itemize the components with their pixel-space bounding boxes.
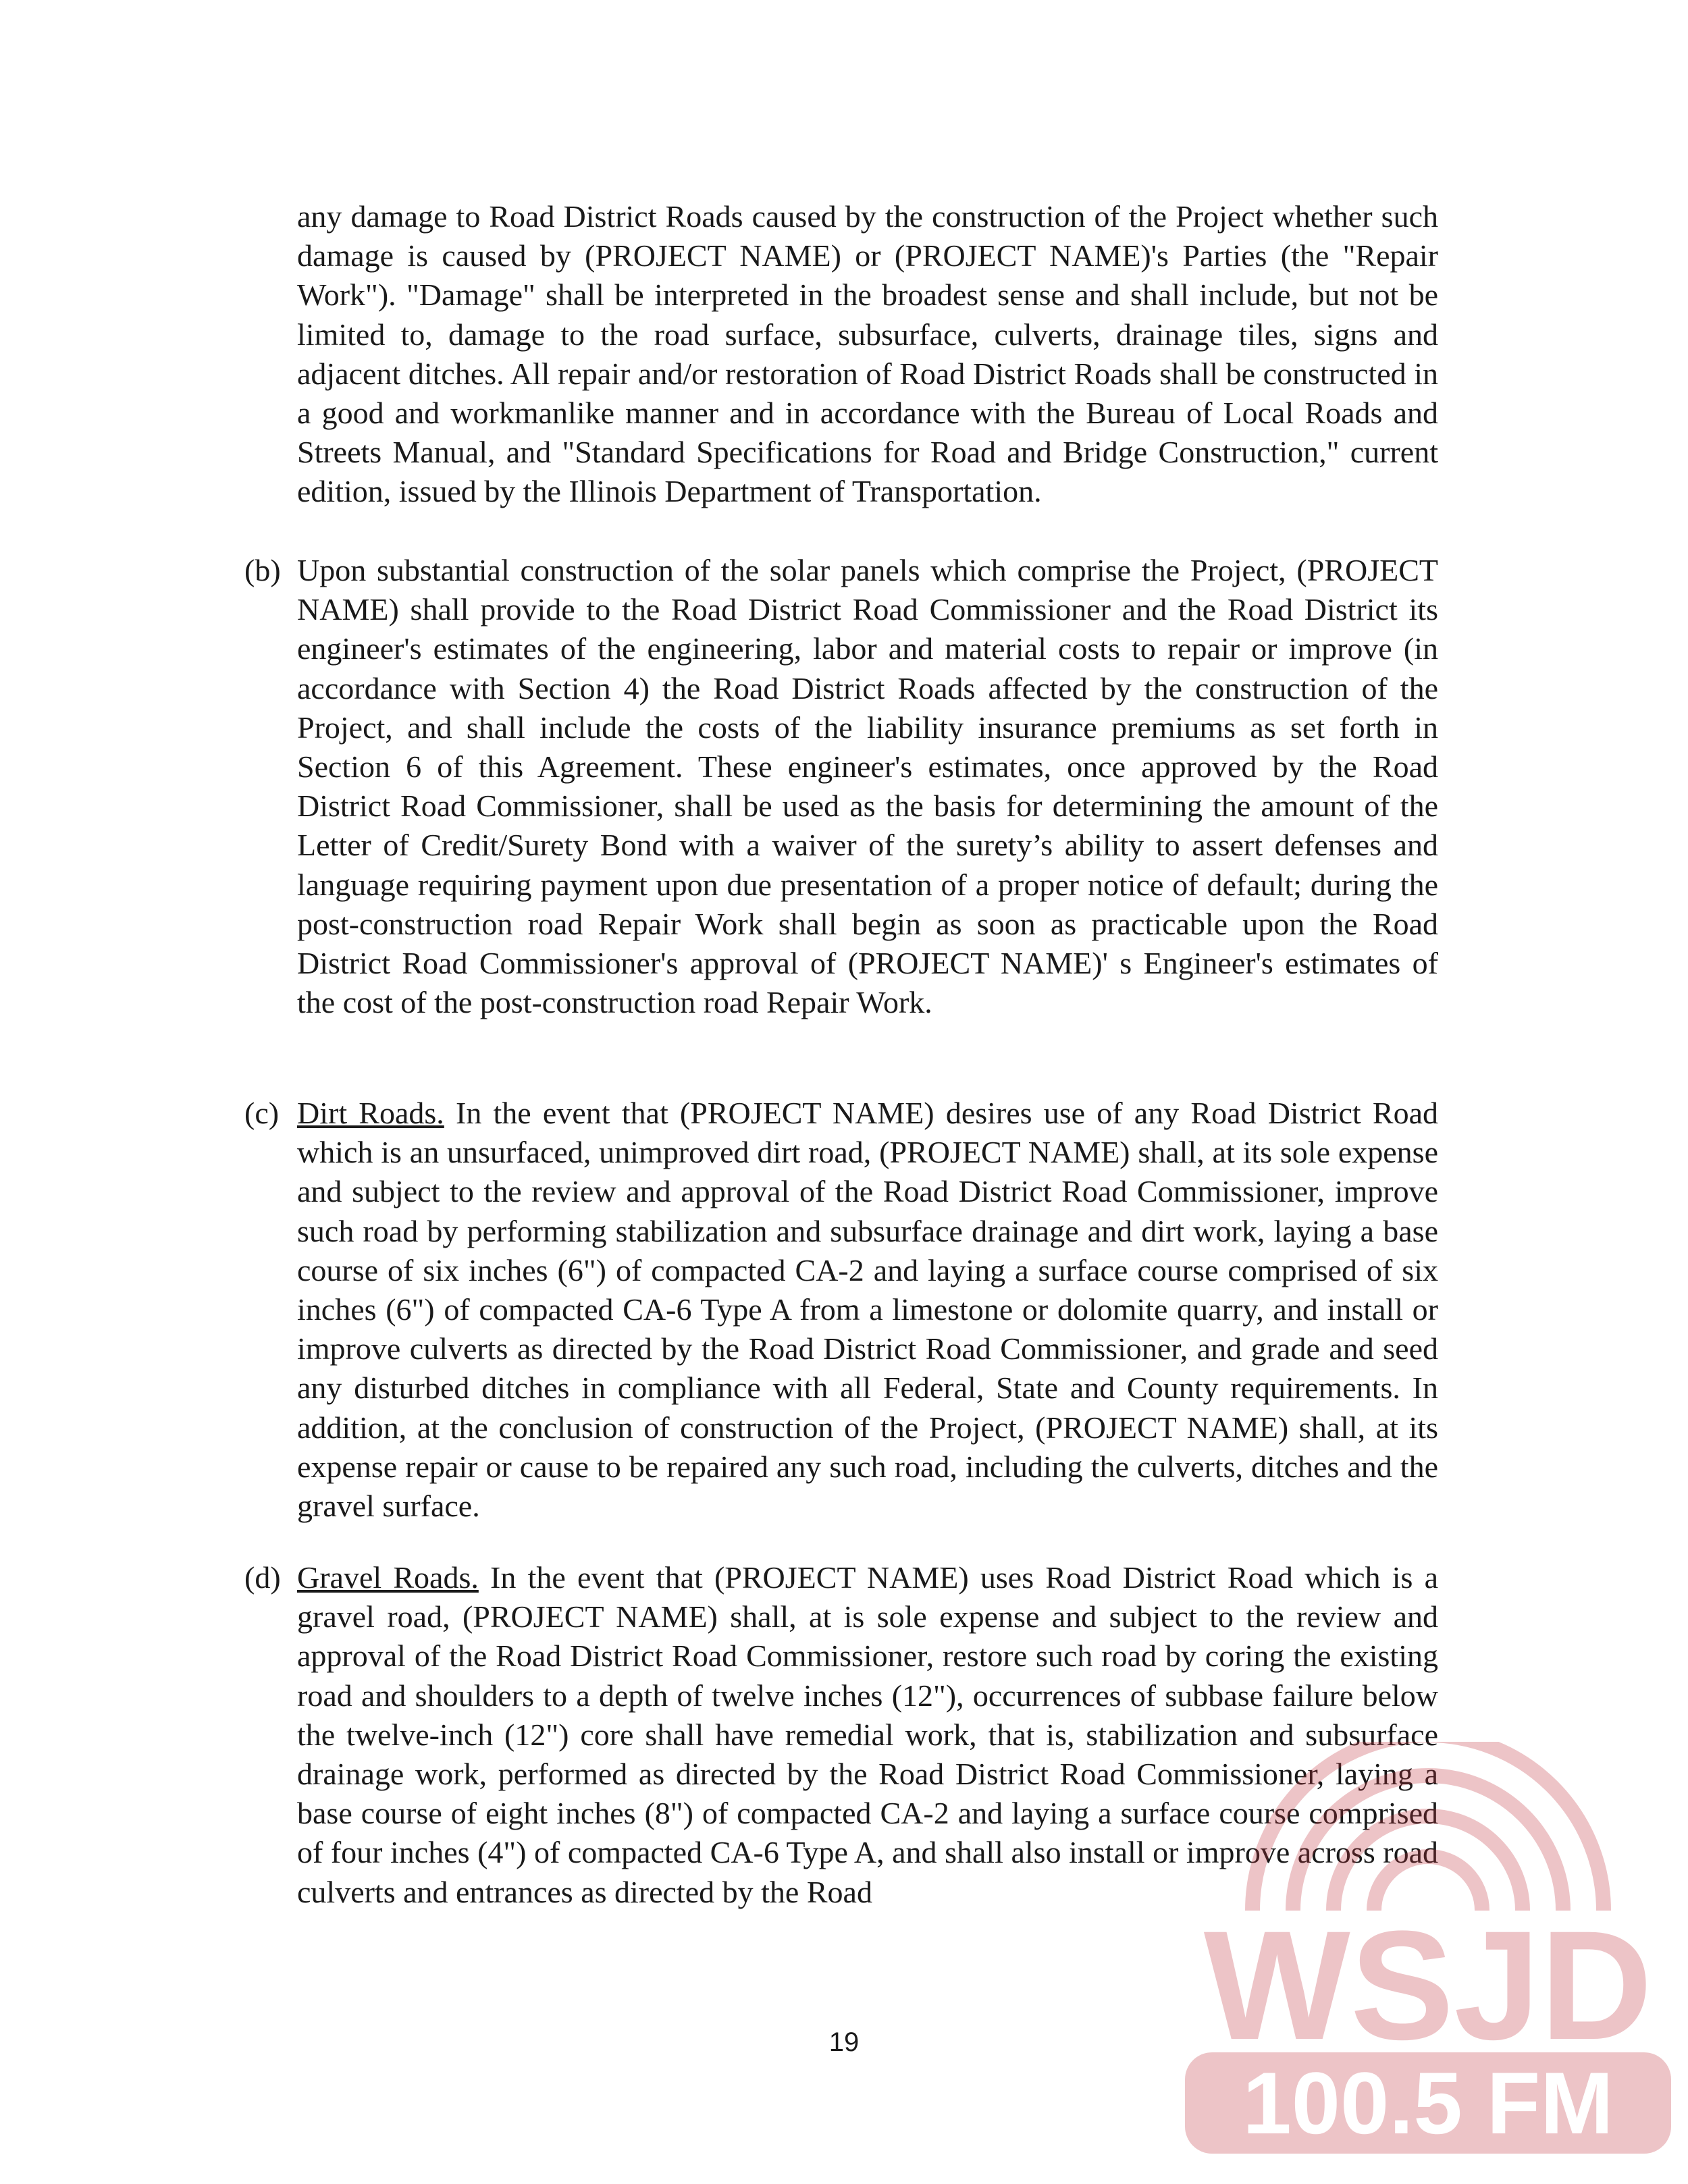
list-item-body xyxy=(297,1558,1438,1912)
list-item-body xyxy=(297,1094,1438,1526)
list-item-label: (d) xyxy=(244,1560,281,1595)
continuation-paragraph-text: any damage to Road District Roads caused by the construction of the Project whether such damage is caused by (PROJECT NAME) or (PROJECT NAME)'s Parties (the "Repair Work"). "Damage" shall be interpreted in the broadest sense and shall include, but not be limited to, damage to the road surface, subsurface, culverts, drainage tiles, signs and adjacent ditches. All repair and/or restoration of Road District Roads shall be constructed in a good and workmanlike manner and in accordance with the Bureau of Local Roads and Streets Manual, and "Standard Specifications for Road and Bridge Construction," current edition, issued by the Illinois Department of Transportation. xyxy=(297,199,1438,509)
list-item-label: (b) xyxy=(244,553,281,587)
section-heading-dirt-roads: Dirt Roads. xyxy=(297,1096,444,1130)
list-item-body xyxy=(297,551,1438,1022)
list-item-b xyxy=(244,551,1438,1022)
station-frequency: 100.5 FM xyxy=(1242,2054,1614,2152)
list-item-c xyxy=(244,1094,1438,1526)
list-item-d xyxy=(244,1558,1438,1912)
list-item-text: In the event that (PROJECT NAME) desires use of any Road District Road which is an unsurfaced, unimproved dirt road, (PROJECT NAME) shall, at its sole expense and subject to the review and approval of the Road District Road Commissioner, improve such road by performing stabilization and subsurface drainage and dirt work, laying a base course of six inches (6") of compacted CA-2 and laying a surface course comprised of six inches (6") of compacted CA-6 Type A from a limestone or dolomite quarry, and install or improve culverts as directed by the Road District Road Commissioner, and grade and seed any disturbed ditches in compliance with all Federal, State and County requirements. In addition, at the conclusion of construction of the Project, (PROJECT NAME) shall, at its expense repair or cause to be repaired any such road, including the culverts, ditches and the gravel surface. xyxy=(297,1096,1438,1524)
page-number: 19 xyxy=(828,2027,860,2057)
frequency-badge xyxy=(1185,2052,1671,2154)
continuation-paragraph xyxy=(297,197,1438,512)
list-item-text: Upon substantial construction of the solar panels which comprise the Project, (PROJECT NAME) shall provide to the Road District Road Commissioner and the Road District its engineer's estimates of the engineering, labor and material costs to repair or improve (in accordance with Section 4) the Road District Roads affected by the construction of the Project, and shall include the costs of the liability insurance premiums as set forth in Section 6 of this Agreement. These engineer's estimates, once approved by the Road District Road Commissioner, shall be used as the basis for determining the amount of the Letter of Credit/Surety Bond with a waiver of the surety’s ability to assert defenses and language requiring payment upon due presentation of a proper notice of default; during the post-construction road Repair Work shall begin as soon as practicable upon the Road District Road Commissioner's approval of (PROJECT NAME)' s Engineer's estimates of the cost of the post-construction road Repair Work. xyxy=(297,553,1438,1020)
station-call-letters: WSJD xyxy=(1203,1898,1653,2072)
list-item-text: In the event that (PROJECT NAME) uses Road District Road which is a gravel road, (PROJECT NAME) shall, at is sole expense and subject to the review and approval of the Road District Road Commissioner, restore such road by coring the existing road and shoulders to a depth of twelve inches (12"), occurrences of subbase failure below the twelve-inch (12") core shall have remedial work, that is, stabilization and subsurface drainage work, performed as directed by the Road District Road Commissioner, laying a base course of eight inches (8") of compacted CA-2 and laying a surface course comprised of four inches (4") of compacted CA-6 Type A, and shall also install or improve across road culverts and entrances as directed by the Road xyxy=(297,1560,1438,1909)
section-heading-gravel-roads: Gravel Roads. xyxy=(297,1560,479,1595)
list-item-label: (c) xyxy=(244,1096,280,1130)
